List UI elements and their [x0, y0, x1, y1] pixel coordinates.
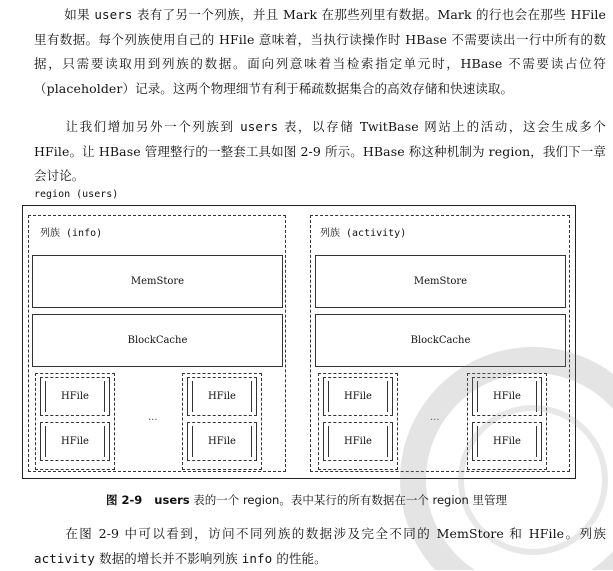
region-label: region (users): [34, 189, 119, 200]
activity-blockcache: BlockCache: [315, 314, 566, 367]
code-users: users: [94, 7, 133, 22]
info-hfile-4: HFile: [187, 422, 257, 461]
text-span: 数据的增长并不影响列族: [95, 550, 242, 566]
family-info-label: 列族 (info): [40, 228, 103, 239]
activity-hfile-3: HFile: [472, 377, 542, 416]
figure-caption: [0, 492, 613, 508]
activity-hfile-2: HFile: [323, 422, 393, 461]
info-hfile-3: HFile: [187, 377, 257, 416]
paragraph-2: [34, 115, 606, 189]
text-span: 如果: [64, 7, 95, 22]
text-span: 的性能。: [272, 550, 327, 566]
activity-hfile-4: HFile: [472, 422, 542, 461]
activity-hfile-1: HFile: [323, 377, 393, 416]
paragraph-3: [34, 522, 606, 571]
paragraph-1: [34, 3, 606, 101]
code-users: users: [240, 119, 279, 134]
text-span: 让我们增加另外一个列族到: [64, 119, 241, 134]
info-memstore: MemStore: [32, 255, 283, 308]
text-span: 表有了另一个列族，并且 Mark 在那些列里有数据。Mark 的行也会在那些 HFile 里有数据。每个列族使用自己的 HFile 意味着，当执行读操作时 HBase 不需要读出一行中所有的数据，只需要读取用到列族的数据。面向列意味着当检索指定单元时，HBase 不需要读占位符（placeholder）记录。这两个物理细节有利于稀疏数据集合的高效存储和快速读取。: [34, 7, 606, 96]
activity-memstore: MemStore: [315, 255, 566, 308]
caption-number: 图 2-9: [106, 493, 143, 507]
info-ellipsis: ...: [148, 412, 158, 423]
family-activity-label: 列族 (activity): [320, 228, 407, 239]
info-hfile-1: HFile: [40, 377, 110, 416]
code-info: info: [241, 550, 273, 566]
info-hfile-2: HFile: [40, 422, 110, 461]
activity-ellipsis: ...: [430, 412, 440, 423]
caption-text: 表的一个 region。表中某行的所有数据在一个 region 里管理: [189, 493, 507, 507]
code-activity: activity: [34, 550, 96, 566]
info-blockcache: BlockCache: [32, 314, 283, 367]
text-span: 在图 2-9 中可以看到，访问不同列族的数据涉及完全不同的 MemStore 和 HFile。列族: [64, 526, 606, 541]
caption-bold: users: [154, 493, 190, 507]
text-span: 表，以存储 TwitBase 网站上的活动，这会生成多个 HFile。让 HBase 管理整行的一整套工具如图 2-9 所示。HBase 称这种机制为 region，我们下一章会讨论。: [34, 119, 606, 183]
